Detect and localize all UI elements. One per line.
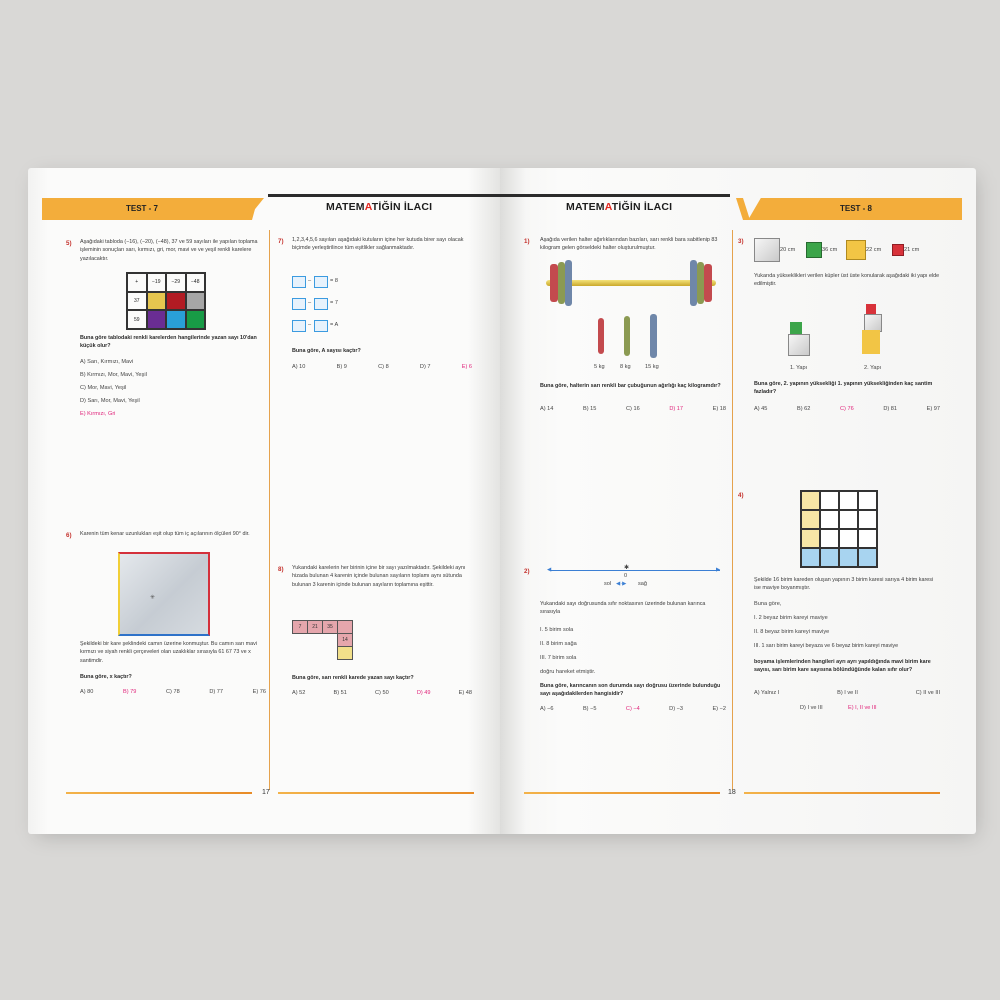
blank-box (314, 276, 328, 288)
ant-icon: ✱ (624, 565, 630, 571)
cube-size: 21 cm (904, 247, 920, 253)
question-text: Yukarıda yükseklikleri verilen küpler üst üste konularak aşağıdaki iki yapı elde edilmiştir. (754, 273, 940, 288)
plate-8kg (624, 316, 630, 356)
cube-size: 36 cm (822, 247, 838, 253)
question-prompt: Buna göre, sarı renkli karede yazan sayı kaçtır? (292, 675, 414, 681)
question-text: Aşağıda verilen halter ağırlıklarından bazıları, sarı renkli bara sabitlenip 83 kilogram gelen görseldeki halter oluşturulmuştur. (540, 237, 718, 252)
zero-label: 0 (624, 573, 628, 579)
question-text: Karenin tüm kenar uzunlukları eşit olup tüm iç açılarının ölçüleri 90° dir. (80, 531, 250, 537)
question-text: Yukarıdaki karelerin her birinin içine bir sayı yazılmaktadır. Şekildeki aynı hizada bulunan 4 karenin içinde bulunan sayıların toplamı aynı sütunda bulunan 3 karenin içinde bulunan sayıların toplamına eşittir. (292, 565, 466, 588)
unit-square (839, 529, 858, 548)
question-number: 8) (278, 566, 284, 573)
page-number: 17 (262, 789, 270, 796)
option: D) Sarı, Mor, Mavi, Yeşil (80, 398, 140, 404)
option: B) −5 (582, 706, 597, 712)
options-row (292, 364, 472, 370)
question-number: 4) (738, 492, 744, 499)
page-number: 18 (728, 789, 736, 796)
grid-cell (337, 620, 353, 634)
unit-square (839, 510, 858, 529)
equation-result: = 8 (330, 278, 338, 284)
colored-cell (186, 310, 206, 329)
blank-box (314, 298, 328, 310)
equation-result: = A (330, 322, 339, 328)
question-text: Yukarıdaki sayı doğrusunda sıfır noktasının üzerinde bulunan karınca sırasıyla (540, 601, 706, 616)
band-accent (736, 198, 750, 220)
table-cell: −29 (166, 273, 186, 292)
unit-square-grid (800, 490, 878, 568)
option: C) II ve III (915, 690, 940, 696)
table-cell: + (127, 273, 147, 292)
unit-square (801, 510, 820, 529)
option: C) Mor, Mavi, Yeşil (80, 385, 127, 391)
colored-cell (186, 292, 206, 311)
option-answer: E) Kırmızı, Gri (80, 411, 116, 417)
option: D) 7 (419, 364, 431, 370)
equation-result: = 7 (330, 300, 338, 306)
right-label: sağ (638, 581, 648, 587)
blank-box (292, 276, 306, 288)
options-row (80, 689, 266, 695)
option-answer: E) I, II ve III (848, 705, 877, 711)
table-cell: −48 (186, 273, 206, 292)
bug-icon: ✳ (150, 595, 156, 601)
unit-square (820, 491, 839, 510)
left-page: TEST - 7 MATEMATİĞİN İLACI 5) Aşağıdaki tabloda (−16), (−20), (−48), 37 ve 59 sayıları ile yapılan toplama işleminin sonuçları sarı, kırmızı, gri, mor, mavi ve ve yeşil renkli karelere yazılacaktır. + −19 −29 −48 37 59 Buna göre tablodaki renkli karelerden hangilerinde yazan sayı 10'dan küçük olur? A) Sarı, Kırmızı, Mavi B) Kırmızı, Mor, Mavi, Yeşil C) Mor, Mavi, Yeşil D) Sarı, Mor, Mavi, Yeşil E) Kırmızı, Gri 6) Karenin tüm kenar uzunlukları eşit olup tüm iç açılarının ölçüleri 90° dir. ✳ Şekildeki bir kare şeklindeki camın üzerine konmuştur. Bu camın sarı mavi kırmızı ve siyah renkli çerçeveleri olan uzaklıklar sırasıyla 61 67 73 ve x santimdir. Buna göre, x kaçtır? A) 80 B) 79 C) 78 D) 77 E) 76 7) 1,2,3,4,5,6 sayıları aşağıdaki kutuların içine her kutuda birer sayı olacak biçimde yerleştirilince tüm eşitlikler sağlanmaktadır. – = 8 – = 7 – = A Buna göre, A sayısı kaçtır? A) 10 B) 9 C) 8 D) 7 E) 6 8) Yukarıdaki karelerin her birinin içine bir sayı yazılmaktadır. Şekildeki aynı hizada bulunan 4 karenin içinde bulunan sayıların toplamı aynı sütunda bulunan 3 karenin içinde bulunan sayıların toplamına eşittir. 7 21 35 14 Buna göre, sarı renkli karede yazan sayı kaçtır? A) 52 B) 51 C) 50 D) 49 E) 48 17 (28, 168, 500, 834)
options-row (754, 690, 940, 696)
colored-cell (166, 292, 186, 311)
option: E) −2 (712, 706, 726, 712)
question-prompt: Buna göre, karıncanın son durumda sayı doğrusu üzerinde bulunduğu sayı aşağıdakilerden hangisidir? (540, 683, 721, 698)
cube-size: 22 cm (866, 247, 882, 253)
question-prompt: Buna göre, halterin sarı renkli bar çubuğunun ağırlığı kaç kilogramdır? (540, 383, 721, 389)
structure-label: 1. Yapı (790, 365, 808, 371)
stack-1-green (790, 322, 802, 334)
option: E) 97 (926, 406, 940, 412)
cube-green (806, 242, 822, 258)
left-label: sol (604, 581, 612, 587)
structure-label: 2. Yapı (864, 365, 882, 371)
unit-square (820, 529, 839, 548)
header-stripe (268, 194, 500, 197)
question-body: Şekildeki bir kare şeklindeki camın üzerine konmuştur. Bu camın sarı mavi kırmızı ve siyah renkli çerçeveleri olan uzaklıklar sırasıyla 61 67 73 ve x santimdir. (80, 641, 258, 664)
test-label: TEST - 7 (126, 204, 159, 213)
unit-square (801, 529, 820, 548)
option: D) 77 (209, 689, 223, 695)
blank-box (292, 320, 306, 332)
colored-cell (147, 292, 167, 311)
step: II. 8 birim sağa (540, 641, 577, 647)
step-note: doğru hareket etmiştir. (540, 669, 596, 675)
question-prompt: boyama işlemlerinden hangileri ayrı ayrı yapıldığında mavi birim kare sayısı, sarı birim kare sayısına bölündüğünde kalan sıfır olur? (754, 659, 931, 674)
options-row (754, 406, 940, 412)
cube-size: 20 cm (780, 247, 796, 253)
grid-cell: 7 (292, 620, 308, 634)
logo: MATEMATİĞİN İLACI (566, 201, 673, 213)
option-answer: D) 49 (416, 690, 431, 696)
option: A) Yalnız I (754, 690, 780, 696)
plate-5kg (598, 318, 604, 354)
option: A) 10 (292, 364, 306, 370)
step: I. 5 birim sola (540, 627, 574, 633)
option: C) 78 (166, 689, 180, 695)
header-stripe (500, 194, 730, 197)
stack-1-gray (788, 334, 810, 356)
option-answer: B) 79 (123, 689, 137, 695)
option: B) 62 (797, 406, 811, 412)
unit-square (820, 548, 839, 567)
option: C) 8 (378, 364, 389, 370)
unit-square (858, 491, 877, 510)
addition-table (126, 272, 206, 330)
stack-2-yellow (862, 330, 880, 354)
unit-square (839, 548, 858, 567)
option: A) 80 (80, 689, 94, 695)
footer-line (278, 792, 474, 794)
item: I. 2 beyaz birim kareyi maviye (754, 615, 828, 621)
question-number: 2) (524, 568, 530, 575)
footer-line (744, 792, 940, 794)
question-prompt: Buna göre tablodaki renkli karelerden hangilerinde yazan sayı 10'dan küçük olur? (80, 335, 257, 350)
table-cell: 59 (127, 310, 147, 329)
weight-label: 15 kg (645, 364, 659, 370)
options-row (540, 406, 726, 412)
cube-gray (754, 238, 780, 262)
question-text: Aşağıdaki tabloda (−16), (−20), (−48), 37 ve 59 sayıları ile yapılan toplama işleminin sonuçları sarı, kırmızı, gri, mor, mavi ve ve yeşil renkli karelere yazılacaktır. (80, 239, 258, 262)
question-number: 7) (278, 238, 284, 245)
logo: MATEMATİĞİN İLACI (326, 201, 433, 213)
unit-square (839, 491, 858, 510)
option: D) I ve III (800, 705, 823, 711)
column-divider (269, 230, 270, 790)
option: A) 14 (540, 406, 554, 412)
options-row (292, 690, 472, 696)
unit-square (858, 510, 877, 529)
option: A) 45 (754, 406, 768, 412)
option: A) −6 (540, 706, 554, 712)
question-number: 3) (738, 238, 744, 245)
weight-label: 5 kg (594, 364, 605, 370)
options-row (540, 706, 726, 712)
option: B) 51 (333, 690, 347, 696)
question-text: Şekilde 16 birim kareden oluşan yapının 3 birim karesi sarıya 4 birim karesi ise maviye boyanmıştır. (754, 577, 934, 592)
item: II. 8 beyaz birim kareyi maviye (754, 629, 830, 635)
number-line (550, 570, 720, 571)
question-number: 1) (524, 238, 530, 245)
option: D) −3 (669, 706, 684, 712)
option: C) 16 (626, 406, 640, 412)
column-divider (732, 230, 733, 790)
grid-cell: 21 (307, 620, 323, 634)
question-prompt: Buna göre, 2. yapının yüksekliği 1. yapının yüksekliğinden kaç santim fazladır? (754, 381, 933, 396)
test-label: TEST - 8 (840, 204, 873, 213)
grid-cell: 35 (322, 620, 338, 634)
table-cell: −19 (147, 273, 167, 292)
blank-box (292, 298, 306, 310)
unit-square (858, 529, 877, 548)
question-prompt: Buna göre, x kaçtır? (80, 674, 132, 680)
question-number: 6) (66, 532, 72, 539)
footer-line (524, 792, 720, 794)
number-grid (292, 620, 352, 664)
table-cell: 37 (127, 292, 147, 311)
option: A) 52 (292, 690, 306, 696)
option: E) 48 (458, 690, 472, 696)
yellow-cell (337, 646, 353, 660)
option-answer: E) 6 (461, 364, 472, 370)
unit-square (858, 548, 877, 567)
unit-square (801, 491, 820, 510)
cube-yellow (846, 240, 866, 260)
glass-square (118, 552, 210, 636)
step: III. 7 birim sola (540, 655, 577, 661)
grid-cell: 14 (337, 633, 353, 647)
option-answer: C) −4 (625, 706, 640, 712)
given-text: Buna göre, (754, 601, 782, 607)
right-page: MATEMATİĞİN İLACI TEST - 8 1) Aşağıda verilen halter ağırlıklarından bazıları, sarı renkli bara sabitlenip 83 kilogram gelen görseldeki halter oluşturulmuştur. 5 kg 8 kg 15 kg Buna göre, halterin sarı renkli bar çubuğunun ağırlığı kaç kilogramdır? A) 14 B) 15 C) 16 D) 17 E) 18 2) ◀ ▶ ✱ 0 sol ◀·▶ sağ Yukarıdaki sayı doğrusunda sıfır noktasının üzerinde bulunan karınca sırasıyla I. 5 birim sola II. 8 birim sağa III. 7 birim sola doğru hareket etmiştir. Buna göre, karıncanın son durumda sayı doğrusu üzerinde bulunduğu sayı aşağıdakilerden hangisidir? A) −6 B) −5 C) −4 D) −3 E) −2 3) 20 cm 36 cm 22 cm 21 cm Yukarıda yükseklikleri verilen küpler üst üste konularak aşağıdaki iki yapı elde edilmiştir. 1. Yapı 2. Yapı Buna göre, 2. yapının yüksekliği 1. yapının yüksekliğinden kaç santim fazladır? A) 45 B) 62 C) 76 D) 81 E) 97 4) Şekilde 16 birim kareden oluşan yapının 3 birim karesi sarıya 4 birim karesi ise maviye boyanmıştır. Buna göre, I. 2 beyaz birim kareyi maviye II. 8 beyaz birim kareyi maviye III. 1 sarı birim kareyi beyaza ve 6 beyaz birim kareyi maviye boyama işlemlerinden hangileri ayrı ayrı yapıldığında mavi birim kare sayısı, sarı birim kare sayısına bölündüğünde kalan sıfır olur? A) Yalnız I B) I ve II C) II ve III D) I ve III E) I, II ve III 18 (500, 168, 976, 834)
option-answer: C) 76 (840, 406, 854, 412)
barbell-image (546, 260, 716, 306)
footer-line (66, 792, 252, 794)
unit-square (820, 510, 839, 529)
weight-label: 8 kg (620, 364, 631, 370)
unit-square (801, 548, 820, 567)
question-text: 1,2,3,4,5,6 sayıları aşağıdaki kutuların içine her kutuda birer sayı olacak biçimde yerleştirilince tüm eşitlikler sağlanmaktadır. (292, 237, 464, 252)
stack-2-red (866, 304, 876, 314)
colored-cell (166, 310, 186, 329)
option: D) 81 (883, 406, 897, 412)
option: B) 15 (583, 406, 597, 412)
blank-box (314, 320, 328, 332)
option: C) 50 (375, 690, 389, 696)
option-answer: D) 17 (669, 406, 683, 412)
option: E) 18 (712, 406, 726, 412)
option: A) Sarı, Kırmızı, Mavi (80, 359, 134, 365)
option: E) 76 (252, 689, 266, 695)
option: B) I ve II (837, 690, 858, 696)
colored-cell (147, 310, 167, 329)
option: B) Kırmızı, Mor, Mavi, Yeşil (80, 372, 147, 378)
option: B) 9 (336, 364, 347, 370)
item: III. 1 sarı birim kareyi beyaza ve 6 beyaz birim kareyi maviye (754, 643, 899, 649)
question-number: 5) (66, 240, 72, 247)
question-prompt: Buna göre, A sayısı kaçtır? (292, 348, 361, 354)
plate-15kg (650, 314, 657, 358)
cube-red (892, 244, 904, 256)
